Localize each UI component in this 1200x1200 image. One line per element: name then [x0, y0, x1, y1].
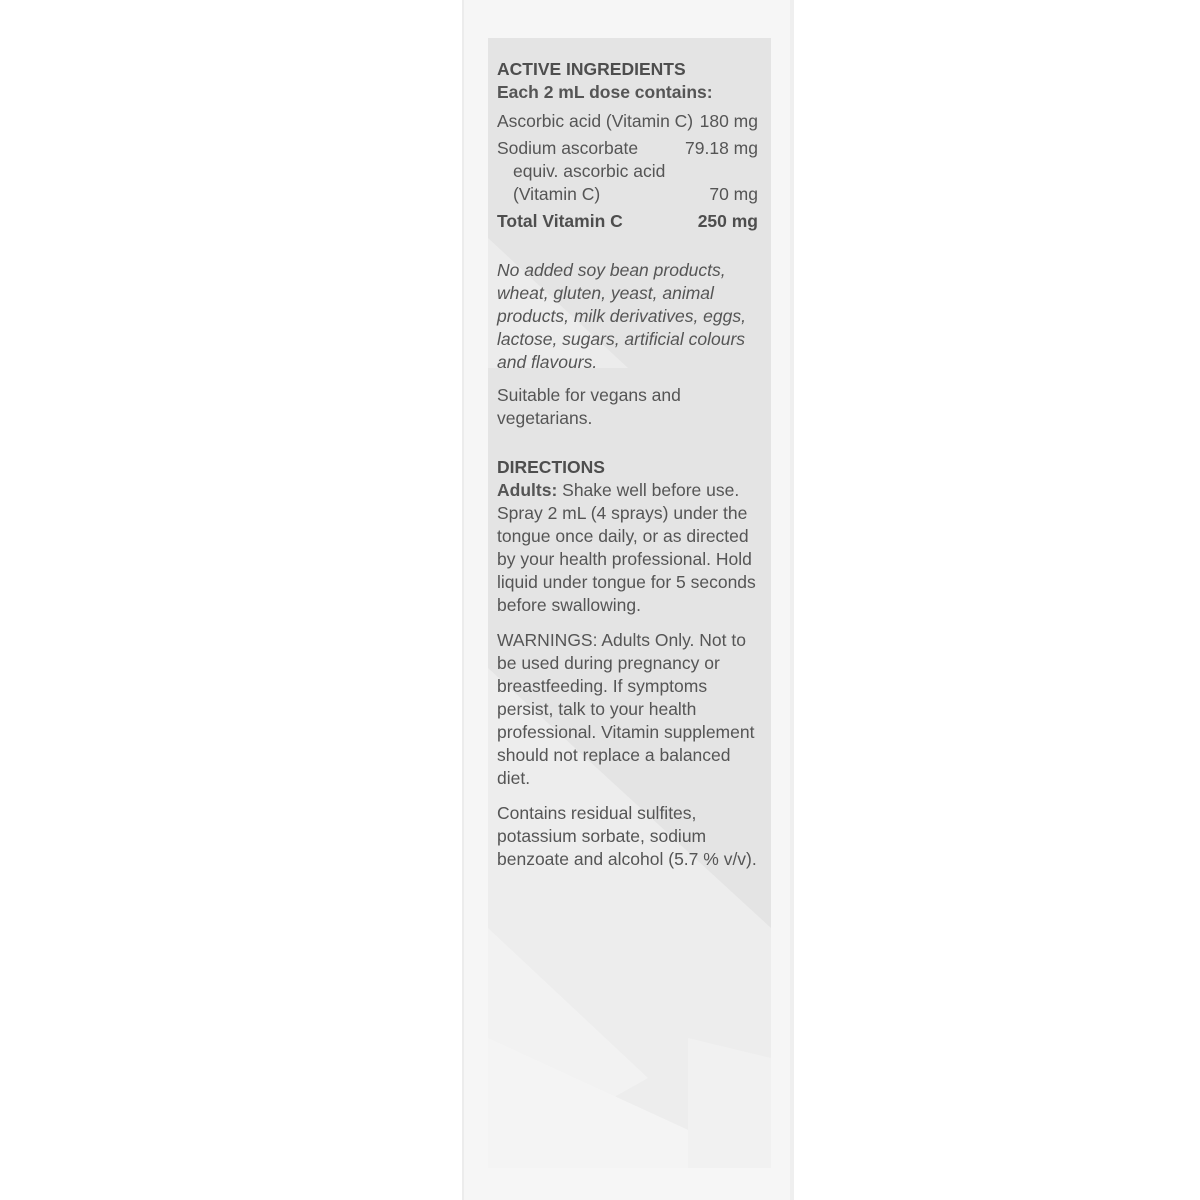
- ingredient-name: equiv. ascorbic acid: [513, 161, 666, 181]
- total-row: [497, 210, 758, 233]
- directions-heading: DIRECTIONS: [497, 457, 605, 477]
- directions-body: Shake well before use. Spray 2 mL (4 sprays) under the tongue once daily, or as directed by your health professional. Hold liquid under tongue for 5 seconds before swallowing.: [497, 480, 756, 615]
- warnings-text: WARNINGS: Adults Only. Not to be used during pregnancy or breastfeeding. If symptoms persist, talk to your health professional. Vitamin supplement should not replace a balanced diet.: [497, 630, 755, 788]
- active-ingredients-heading: ACTIVE INGREDIENTS: [497, 59, 686, 79]
- ingredient-row: [497, 183, 758, 206]
- free-from-statement: No added soy bean products, wheat, gluten, yeast, animal products, milk derivatives, eggs, lactose, sugars, artificial colours and flavours.: [497, 260, 746, 372]
- ingredient-row: [497, 110, 758, 133]
- suitable-statement: Suitable for vegans and vegetarians.: [497, 385, 681, 428]
- label-text: [497, 58, 777, 871]
- ingredient-amount: 180 mg: [699, 111, 758, 131]
- ingredient-amount: 79.18 mg: [685, 138, 758, 158]
- ingredient-name: (Vitamin C): [513, 184, 601, 204]
- total-amount: 250 mg: [697, 211, 758, 231]
- ingredient-name: Sodium ascorbate: [497, 138, 639, 158]
- box-left-edge: [462, 0, 464, 1200]
- directions-text: [497, 479, 757, 617]
- dose-line: Each 2 mL dose contains:: [497, 82, 713, 102]
- ingredient-amount: 70 mg: [709, 184, 758, 204]
- ingredient-row: [497, 137, 758, 160]
- directions-lead: Adults:: [497, 480, 558, 500]
- box-right-edge: [790, 0, 794, 1200]
- contains-text: Contains residual sulfites, potassium sorbate, sodium benzoate and alcohol (5.7 % v/v).: [497, 803, 757, 869]
- total-name: Total Vitamin C: [497, 211, 623, 231]
- ingredient-row: [497, 160, 758, 183]
- ingredient-name: Ascorbic acid (Vitamin C): [497, 111, 694, 131]
